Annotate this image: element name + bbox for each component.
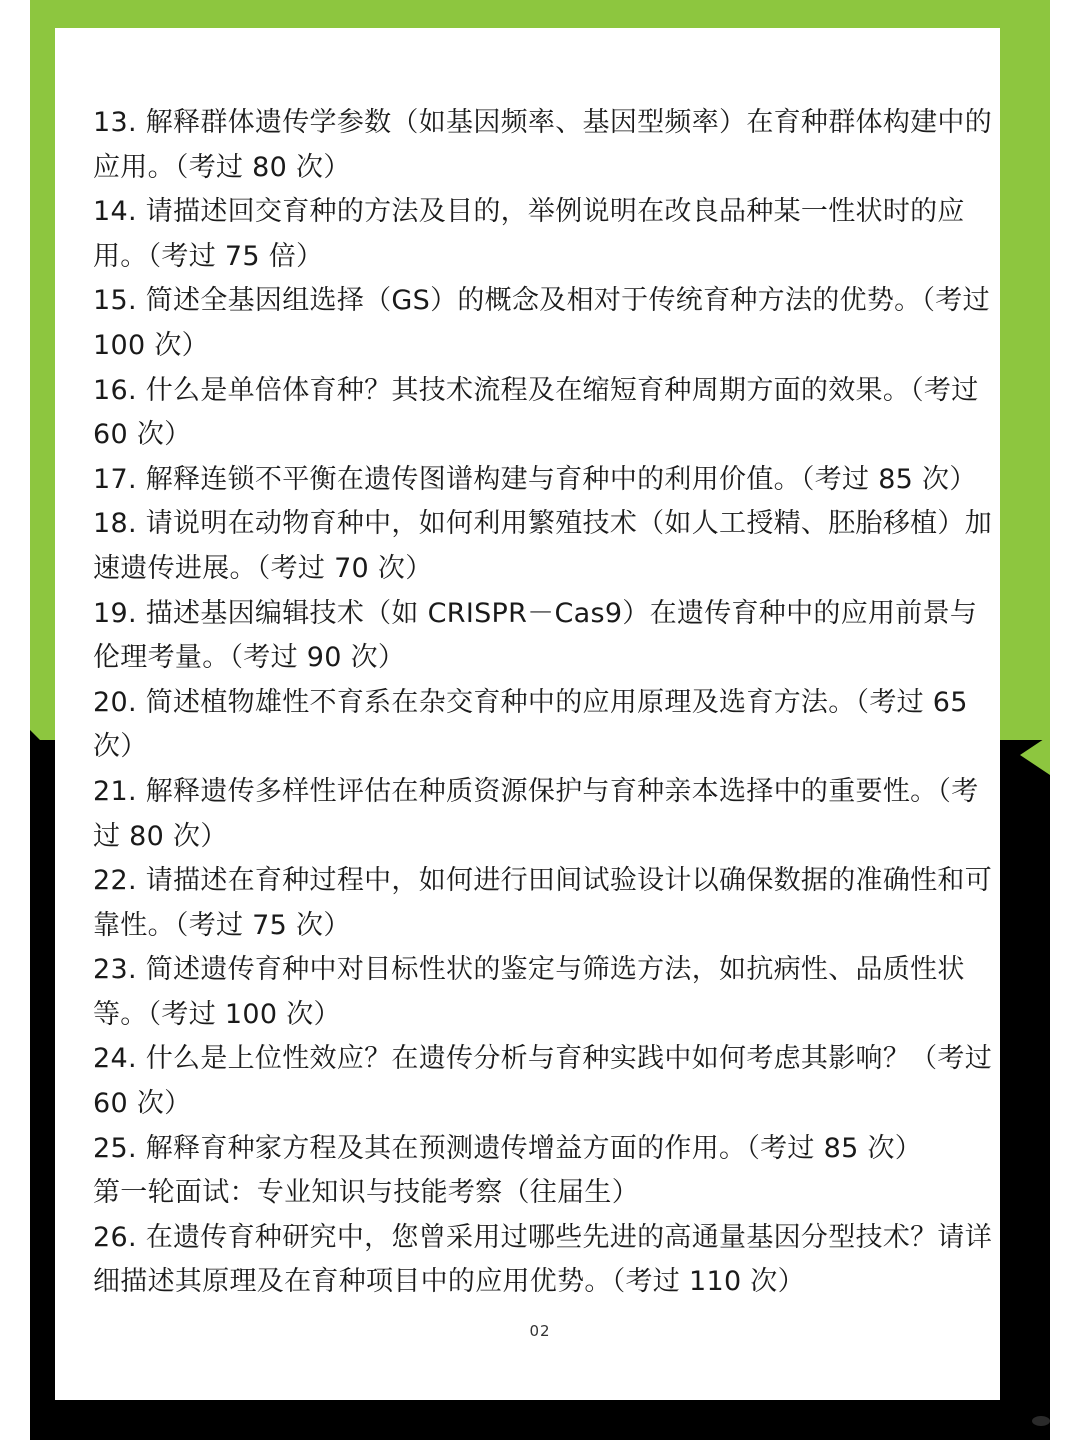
question-item: 19. 描述基因编辑技术（如 CRISPR－Cas9）在遗传育种中的应用前景与伦理考量。（考过 90 次） [93,597,978,674]
question-item: 21. 解释遗传多样性评估在种质资源保护与育种亲本选择中的重要性。（考过 80 次） [93,775,979,852]
question-item: 20. 简述植物雄性不育系在杂交育种中的应用原理及选育方法。（考过 65 次） [93,686,968,763]
question-item: 25. 解释育种家方程及其在预测遗传增益方面的作用。（考过 85 次） [93,1132,923,1164]
question-item: 23. 简述遗传育种中对目标性状的鉴定与筛选方法，如抗病性、品质性状等。（考过 100 次） [93,954,965,1030]
question-item: 24. 什么是上位性效应？在遗传分析与育种实践中如何考虑其影响？（考过 60 次） [93,1043,993,1120]
section-heading: 第一轮面试：专业知识与技能考察（往届生） [93,1177,639,1209]
question-list [93,101,993,1305]
question-item: 13. 解释群体遗传学参数（如基因频率、基因型频率）在育种群体构建中的应用。（考过 80 次） [93,107,993,183]
question-item: 15. 简述全基因组选择（GS）的概念及相对于传统育种方法的优势。（考过 100 次） [93,285,990,361]
question-item: 26. 在遗传育种研究中，您曾采用过哪些先进的高通量基因分型技术？请详细描述其原理及在育种项目中的应用优势。（考过 110 次） [93,1221,993,1298]
question-item: 16. 什么是单倍体育种？其技术流程及在缩短育种周期方面的效果。（考过 60 次） [93,374,979,451]
question-item: 22. 请描述在育种过程中，如何进行田间试验设计以确保数据的准确性和可靠性。（考过 75 次） [93,865,993,941]
question-item: 17. 解释连锁不平衡在遗传图谱构建与育种中的利用价值。（考过 85 次） [93,463,977,495]
question-item: 18. 请说明在动物育种中，如何利用繁殖技术（如人工授精、胚胎移植）加速遗传进展。（考过 70 次） [93,508,993,584]
page-number: 02 [529,1322,551,1340]
question-item: 14. 请描述回交育种的方法及目的，举例说明在改良品种某一性状时的应用。（考过 75 倍） [93,196,965,272]
watermark-icon [1032,1416,1050,1426]
